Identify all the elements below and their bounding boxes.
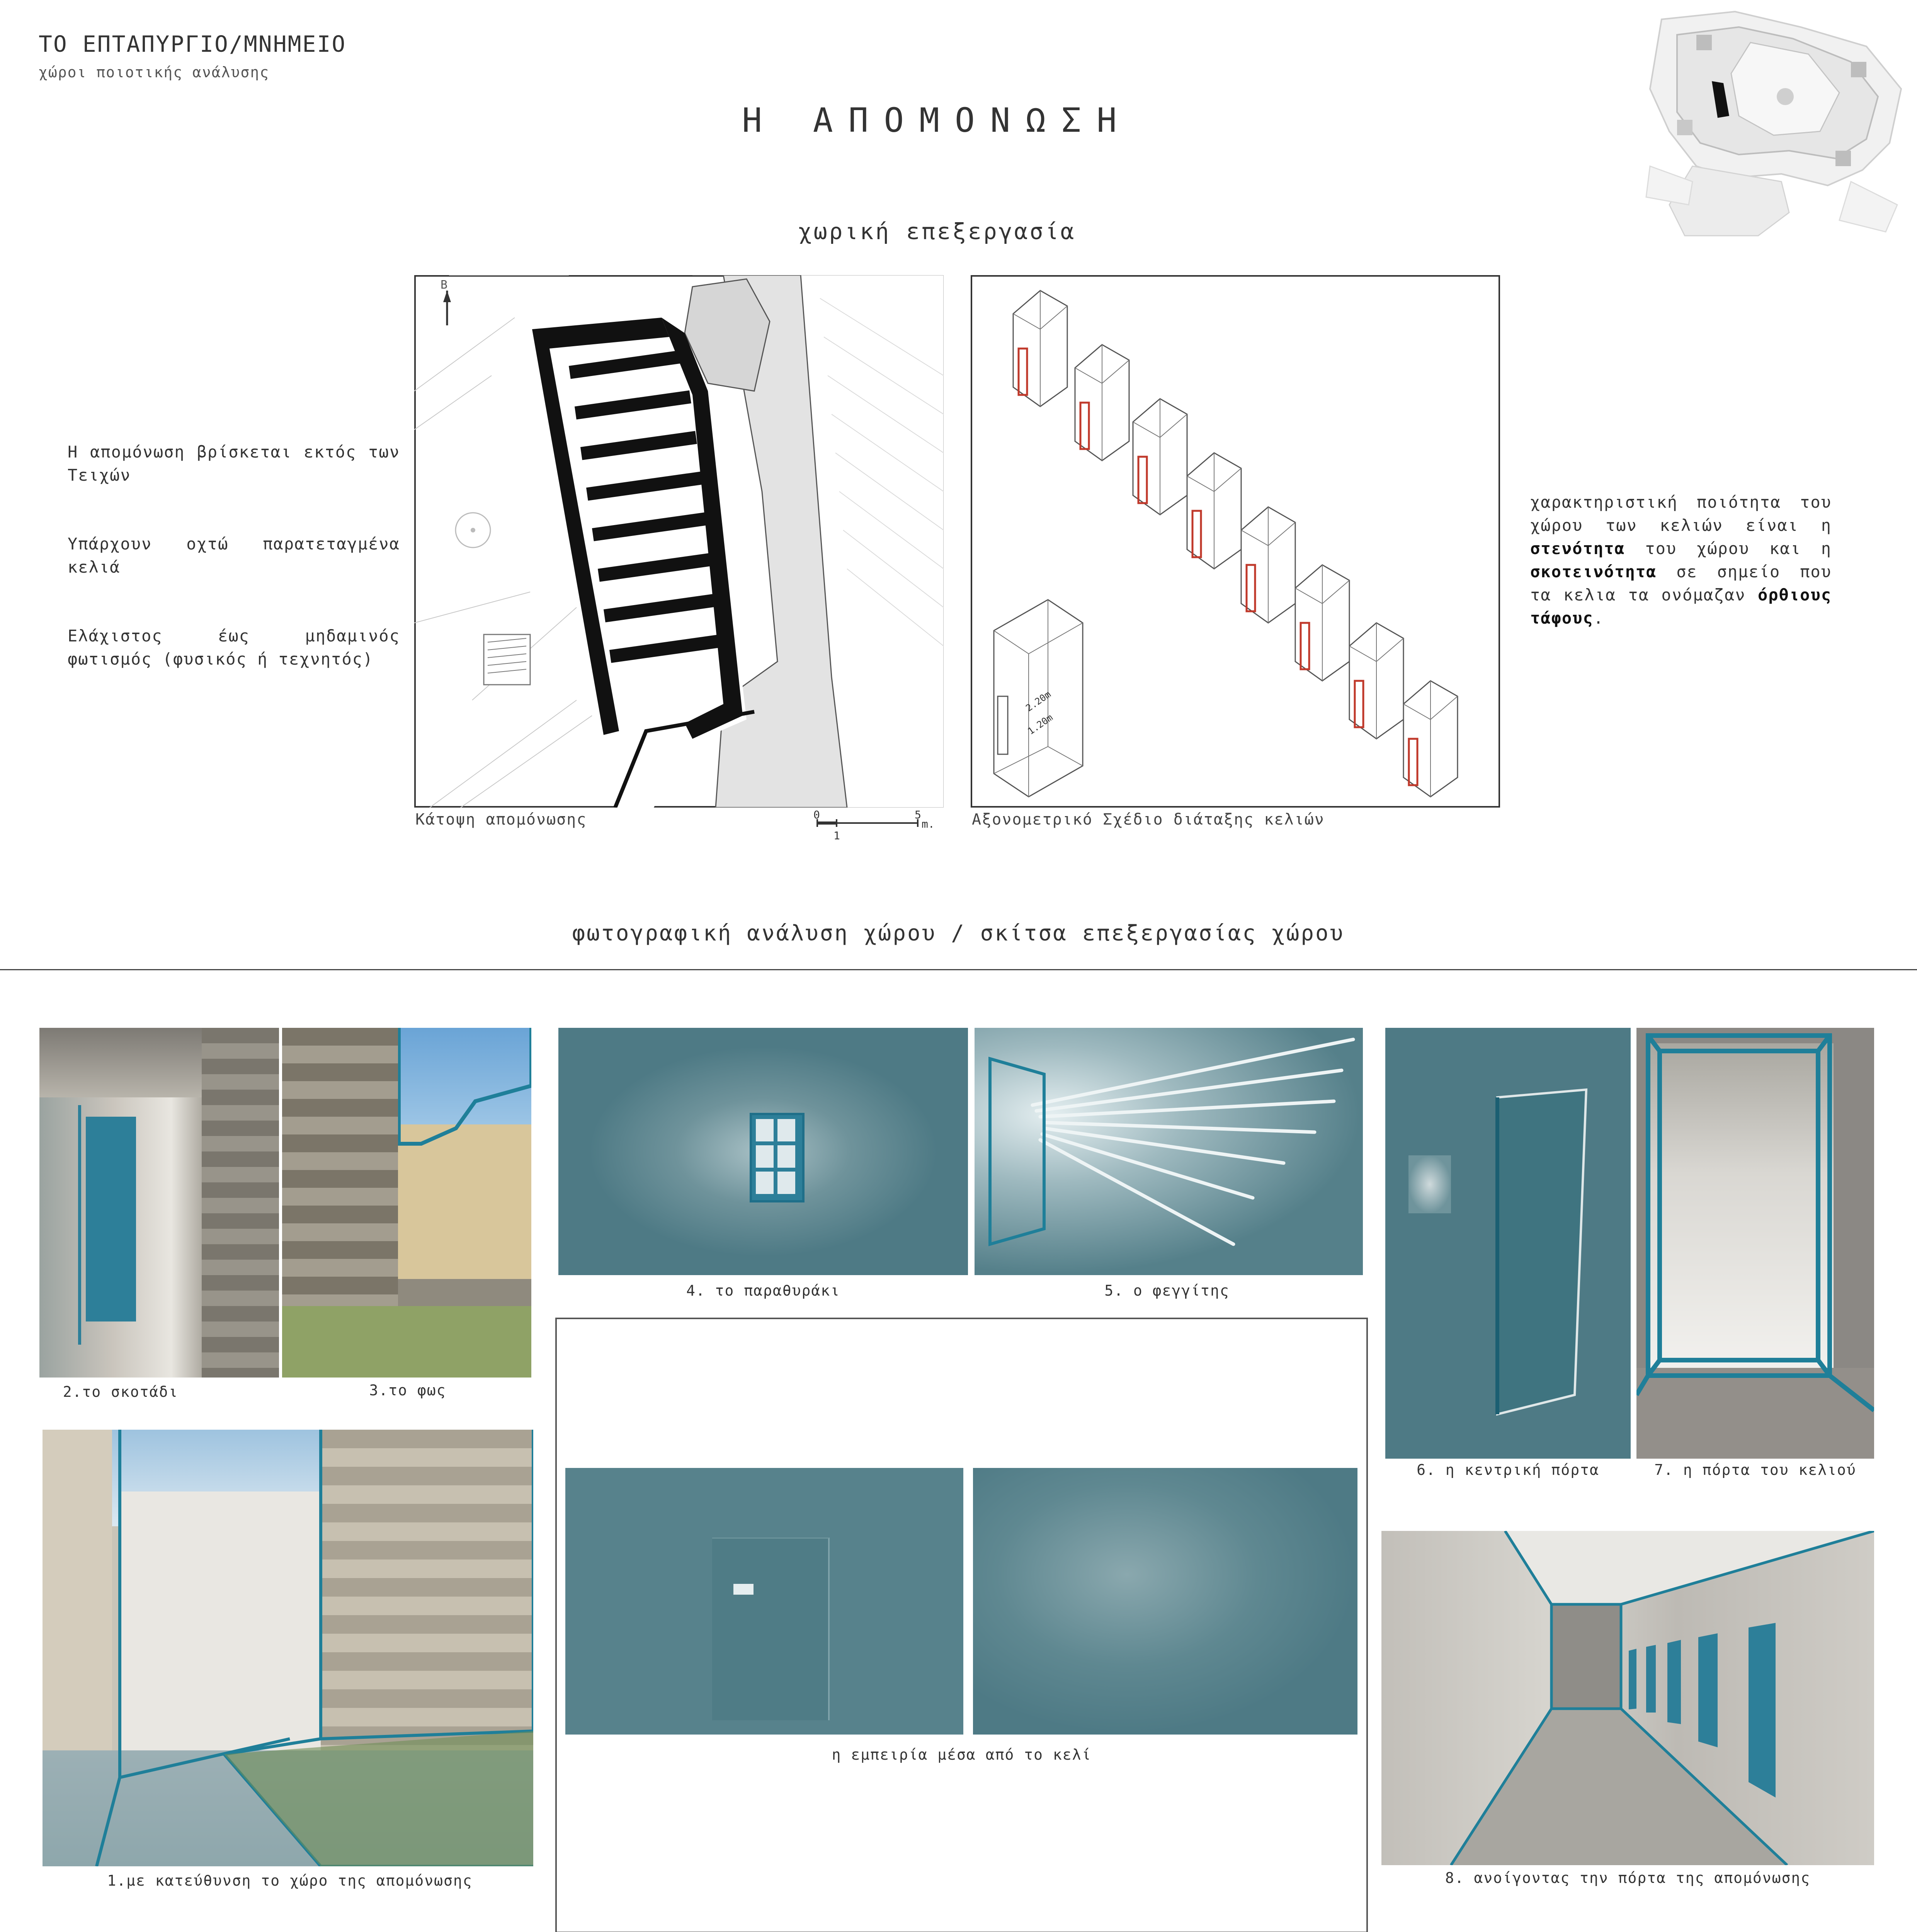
caption-photo-8: 8. ανοίγοντας την πόρτα της απομόνωσης — [1445, 1869, 1811, 1886]
page-title: ΤΟ ΕΠΤΑΠΥΡΓΙΟ/ΜΝΗΜΕΙΟ — [39, 31, 347, 57]
axo-dimension-1: 2.20m — [1024, 689, 1053, 714]
note-cells: Υπάρχουν οχτώ παρατεταγμένα κελιά — [68, 534, 400, 577]
main-title: Η ΑΠΟΜΟΝΩΣΗ — [742, 101, 1132, 140]
left-notes — [68, 440, 400, 716]
caption-photo-5: 5. ο φεγγίτης — [1104, 1282, 1230, 1299]
photo-corridor — [1381, 1531, 1874, 1865]
scale-five: 5 — [915, 808, 921, 821]
page-subtitle: χώροι ποιοτικής ανάλυσης — [39, 64, 270, 81]
axonometric-drawing — [971, 275, 1500, 808]
right-note-strong1: στενότητα — [1530, 539, 1625, 558]
right-note-part3: σε σημείο που τα κελια τα ονόμαζαν — [1530, 562, 1832, 604]
caption-experience: η εμπειρία μέσα από το κελί — [832, 1746, 1092, 1763]
photo-light — [282, 1028, 531, 1378]
photo-skylight — [975, 1028, 1363, 1275]
photo-cell-door — [1636, 1028, 1874, 1459]
site-map-outline-icon — [1646, 12, 1901, 236]
photo-cell-interior-2 — [973, 1468, 1357, 1735]
right-note-part2: του χώρου και η — [1625, 539, 1832, 558]
caption-photo-2: 2.το σκοτάδι — [63, 1383, 179, 1400]
scale-unit: m. — [922, 818, 935, 830]
section-heading-spatial: χωρική επεξεργασία — [798, 218, 1076, 245]
axonometric-caption: Αξονομετρικό Σχέδιο διάταξης κελιών — [972, 811, 1325, 828]
right-note-strong2: σκοτεινότητα — [1530, 562, 1657, 581]
floor-plan-drawing — [414, 275, 944, 808]
right-note-strong3: όρθιους τάφους — [1530, 585, 1832, 628]
note-lighting: Ελάχιστος έως μηδαμινός φωτισμός (φυσικός ή τεχνητός) — [68, 626, 400, 668]
photo-cell-interior-1 — [565, 1468, 963, 1735]
site-key-map — [1635, 4, 1913, 251]
divider-top — [0, 969, 1917, 970]
photo-small-window — [558, 1028, 968, 1275]
caption-photo-6: 6. η κεντρική πόρτα — [1417, 1461, 1599, 1478]
caption-photo-7: 7. η πόρτα του κελιού — [1654, 1461, 1856, 1478]
floor-plan-caption: Κάτοψη απομόνωσης — [415, 811, 587, 828]
window-icon — [750, 1113, 805, 1202]
right-note-part4: . — [1593, 609, 1604, 628]
scale-bar — [813, 808, 945, 842]
caption-photo-3: 3.το φως — [369, 1382, 446, 1399]
caption-photo-4: 4. το παραθυράκι — [686, 1282, 840, 1299]
scale-one: 1 — [833, 829, 840, 842]
caption-photo-1: 1.με κατεύθυνση το χώρο της απομόνωσης — [107, 1872, 473, 1889]
photo-direction — [43, 1430, 533, 1866]
north-label: Β — [441, 278, 448, 292]
cell-experience-frame — [555, 1318, 1368, 1932]
photo-darkness — [39, 1028, 279, 1378]
photo-central-door — [1385, 1028, 1631, 1459]
right-note — [1530, 491, 1832, 630]
scale-zero: 0 — [813, 808, 820, 821]
axo-dimension-2: 1.20m — [1026, 712, 1055, 737]
note-location: Η απομόνωση βρίσκεται εκτός των Τειχών — [68, 442, 400, 485]
right-note-part1: χαρακτηριστική ποιότητα του χώρου των κελιών είναι η — [1530, 493, 1832, 535]
section-heading-photo-analysis: φωτογραφική ανάλυση χώρου / σκίτσα επεξεργασίας χώρου — [572, 921, 1345, 946]
